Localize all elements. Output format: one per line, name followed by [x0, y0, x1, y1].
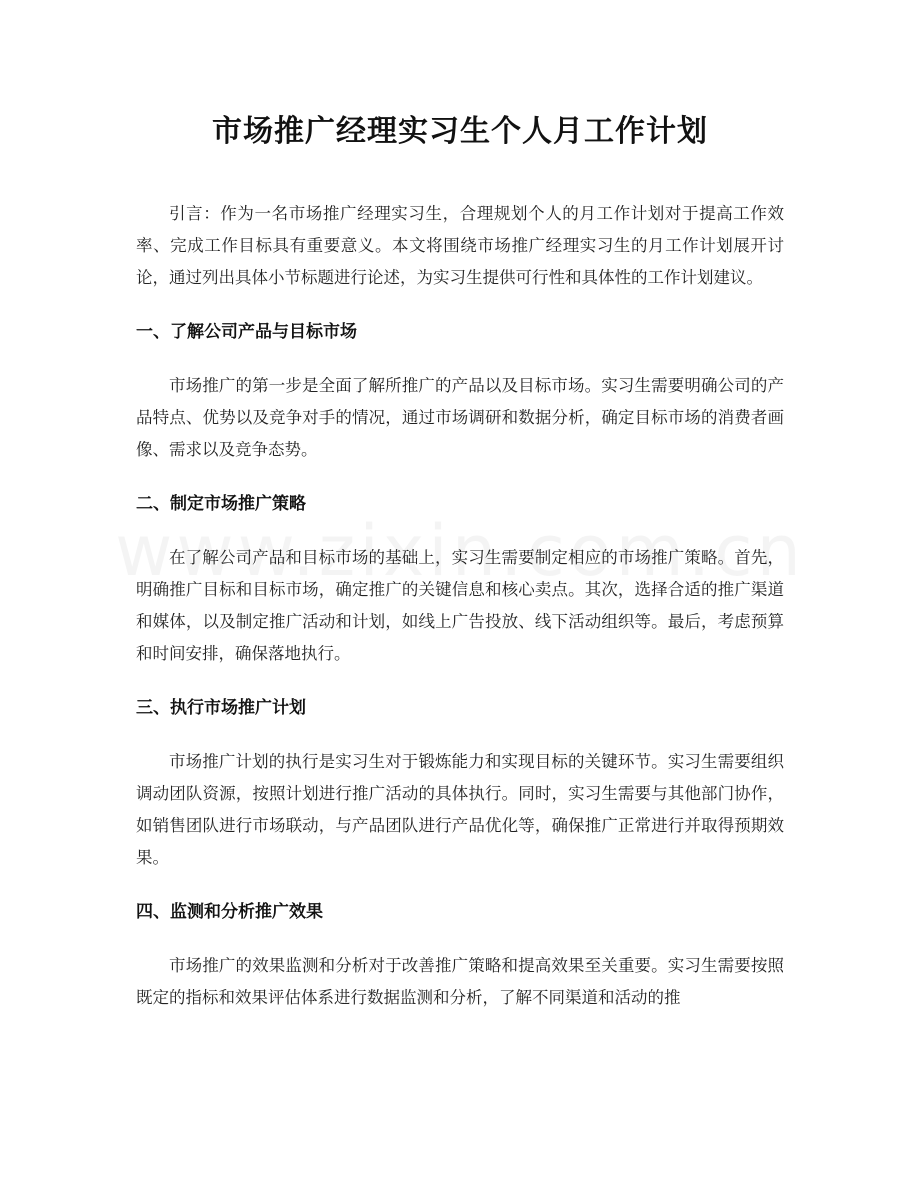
section-heading: 四、监测和分析推广效果 — [136, 902, 323, 922]
intro-paragraph: 引言：作为一名市场推广经理实习生，合理规划个人的月工作计划对于提高工作效率、完成工作目标具有重要意义。本文将围绕市场推广经理实习生的月工作计划展开讨论，通过列出具体小节标题进行论述，为实习生提供可行性和具体性的工作计划建议。 — [136, 204, 784, 287]
section-paragraph: 市场推广的第一步是全面了解所推广的产品以及目标市场。实习生需要明确公司的产品特点、优势以及竞争对手的情况，通过市场调研和数据分析，确定目标市场的消费者画像、需求以及竞争态势。 — [136, 376, 784, 459]
section-heading: 一、了解公司产品与目标市场 — [136, 322, 357, 342]
section-paragraph: 市场推广计划的执行是实习生对于锻炼能力和实现目标的关键环节。实习生需要组织调动团队资源，按照计划进行推广活动的具体执行。同时，实习生需要与其他部门协作，如销售团队进行市场联动，与产品团队进行产品优化等，确保推广正常进行并取得预期效果。 — [136, 752, 784, 867]
document-title: 市场推广经理实习生个人月工作计划 — [212, 114, 708, 149]
section-paragraph: 市场推广的效果监测和分析对于改善推广策略和提高效果至关重要。实习生需要按照既定的指标和效果评估体系进行数据监测和分析，了解不同渠道和活动的推 — [136, 956, 784, 1007]
section-4 — [136, 896, 784, 1014]
section-paragraph: 在了解公司产品和目标市场的基础上，实习生需要制定相应的市场推广策略。首先，明确推广目标和目标市场，确定推广的关键信息和核心卖点。其次，选择合适的推广渠道和媒体，以及制定推广活动和计划，如线上广告投放、线下活动组织等。最后，考虑预算和时间安排，确保落地执行。 — [136, 548, 784, 663]
section-heading: 三、执行市场推广计划 — [136, 698, 306, 718]
section-3 — [136, 692, 784, 874]
section-heading: 二、制定市场推广策略 — [136, 494, 306, 514]
section-2 — [136, 488, 784, 670]
section-1 — [136, 316, 784, 466]
